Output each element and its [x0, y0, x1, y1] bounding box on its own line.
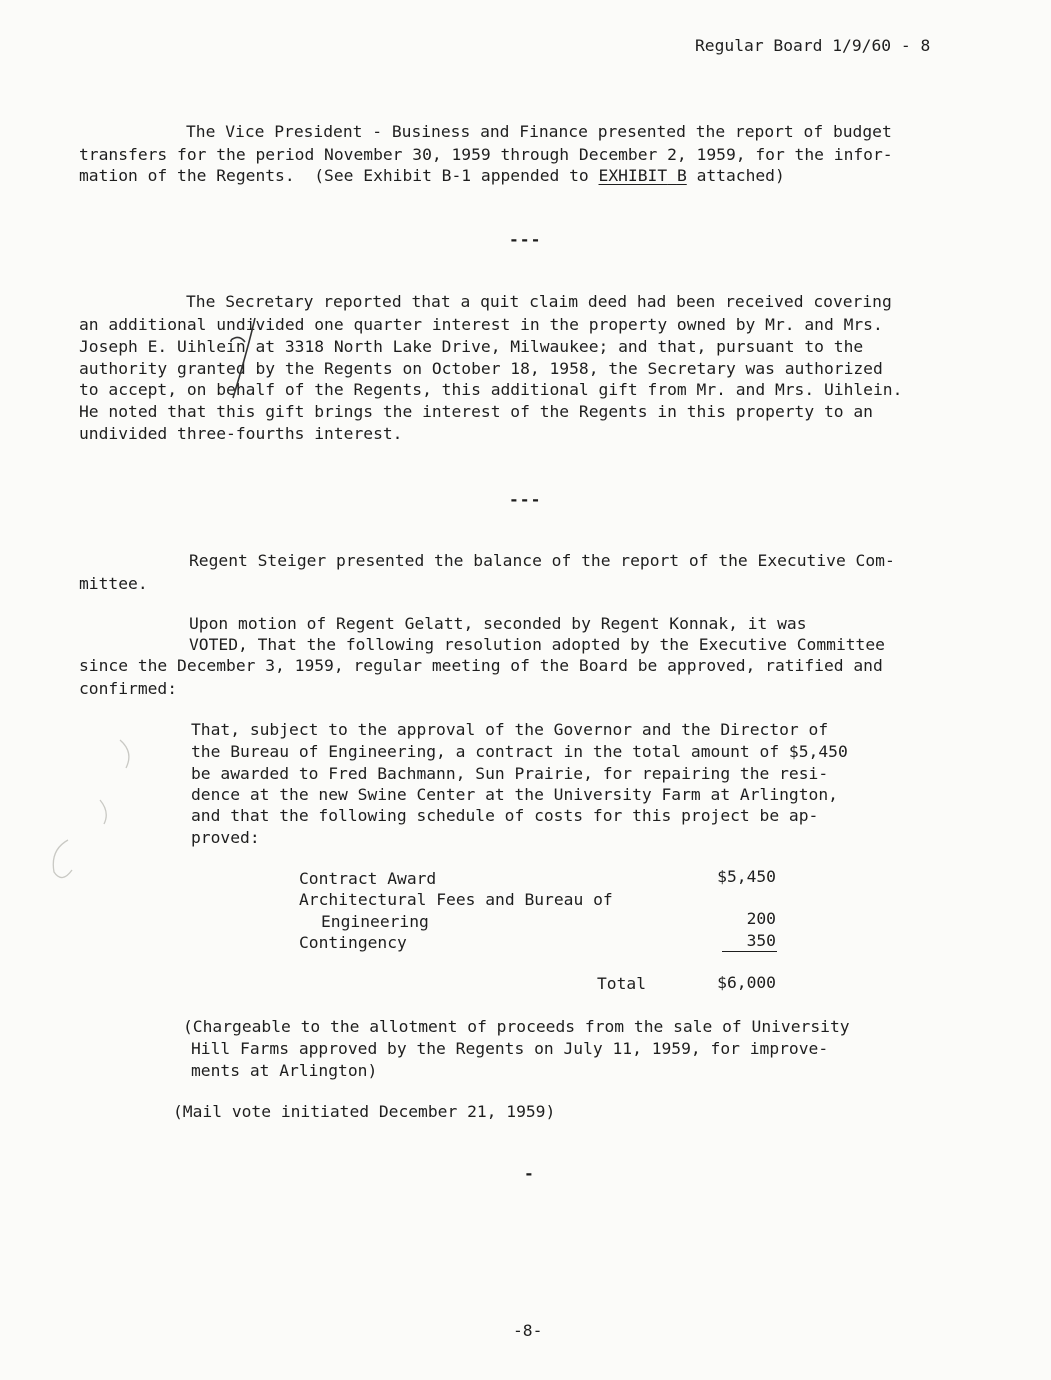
paragraph-line: undivided three-fourths interest. — [79, 424, 403, 443]
paragraph-line: since the December 3, 1959, regular meeting of the Board be approved, ratified and — [79, 656, 883, 675]
cost-row-amount: 350 — [746, 931, 776, 950]
exhibit-reference — [599, 166, 687, 185]
exhibit-space — [667, 166, 677, 185]
cost-row-amount: 200 — [746, 909, 776, 928]
handwritten-check-mark — [225, 312, 285, 402]
resolution-line: proved: — [191, 828, 260, 847]
paragraph-line: confirmed: — [79, 679, 178, 698]
paragraph-line: He noted that this gift brings the interest of the Regents in this property to an — [79, 402, 873, 421]
paragraph-line: Joseph E. Uihlein at 3318 North Lake Drive, Milwaukee; and that, pursuant to the — [79, 337, 864, 356]
paragraph-line: authority granted by the Regents on October 18, 1958, the Secretary was authorized — [79, 359, 883, 378]
total-label: Total — [597, 974, 647, 993]
resolution-line: and that the following schedule of costs for this project be ap- — [191, 806, 819, 825]
note-line: (Chargeable to the allotment of proceeds from the sale of University — [183, 1017, 850, 1036]
note-line: ments at Arlington) — [191, 1061, 378, 1080]
paragraph-line: to accept, on behalf of the Regents, this additional gift from Mr. and Mrs. Uihlein. — [79, 380, 903, 399]
note-line: Hill Farms approved by the Regents on July 11, 1959, for improve- — [191, 1039, 829, 1058]
resolution-line: dence at the new Swine Center at the University Farm at Arlington, — [191, 785, 838, 804]
text-run: attached) — [686, 166, 785, 185]
resolution-line: be awarded to Fred Bachmann, Sun Prairie, for repairing the resi- — [191, 764, 829, 783]
sum-rule — [722, 951, 777, 952]
paragraph-line: The Vice President - Business and Finance presented the report of budget — [186, 122, 892, 141]
exhibit-word: EXHIBIT — [598, 166, 668, 185]
section-separator: - — [524, 1164, 535, 1183]
total-amount: $6,000 — [717, 973, 776, 992]
resolution-line: That, subject to the approval of the Governor and the Director of — [191, 720, 829, 739]
page-number: -8- — [513, 1321, 543, 1340]
paragraph-line: Regent Steiger presented the balance of the report of the Executive Com- — [189, 551, 895, 570]
cost-row-label-continued: Engineering — [321, 912, 429, 931]
cost-row-label: Architectural Fees and Bureau of — [299, 890, 613, 909]
section-separator: --- — [509, 490, 542, 509]
paragraph-line: transfers for the period November 30, 1959 through December 2, 1959, for the infor- — [79, 145, 893, 164]
resolution-line: the Bureau of Engineering, a contract in the total amount of $5,450 — [191, 742, 848, 761]
paragraph-line: an additional undivided one quarter interest in the property owned by Mr. and Mrs. — [79, 315, 883, 334]
paragraph-line: The Secretary reported that a quit claim deed had been received covering — [186, 292, 892, 311]
mail-vote-note: (Mail vote initiated December 21, 1959) — [173, 1102, 556, 1121]
text-run: mation of the Regents. (See Exhibit B-1 appended to — [79, 166, 599, 185]
cost-row-label: Contingency — [299, 933, 407, 952]
running-head: Regular Board 1/9/60 - 8 — [695, 36, 931, 55]
paragraph-line: mittee. — [79, 574, 148, 593]
cost-row-label: Contract Award — [299, 869, 437, 888]
cost-row-amount: $5,450 — [717, 867, 776, 886]
section-separator: --- — [509, 230, 542, 249]
paragraph-line: VOTED, That the following resolution adopted by the Executive Committee — [189, 635, 885, 654]
paragraph-line — [79, 168, 785, 184]
paragraph-line: Upon motion of Regent Gelatt, seconded by Regent Konnak, it was — [189, 614, 807, 633]
exhibit-letter: B — [676, 166, 687, 185]
faint-pencil-scribble — [38, 720, 148, 890]
